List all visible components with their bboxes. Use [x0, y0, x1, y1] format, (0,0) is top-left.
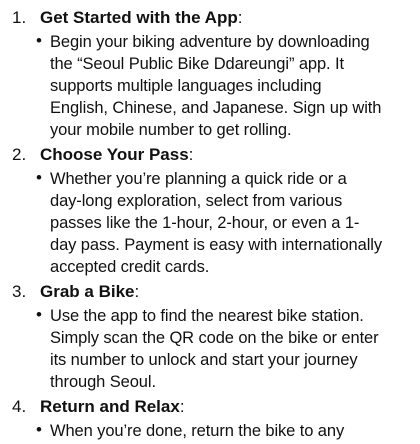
body-line: your mobile number to get rolling. — [50, 121, 292, 139]
bullet-point: • — [36, 420, 42, 439]
body-line: supports multiple languages including — [50, 77, 322, 95]
body-line: day-long exploration, select from various — [50, 192, 343, 210]
step-title-text: Return and Relax — [40, 397, 180, 416]
step-heading — [0, 6, 420, 30]
step-title — [40, 143, 193, 167]
step-body — [36, 419, 420, 444]
body-line: passes like the 1-hour, 2-hour, or even a 1- — [50, 214, 360, 232]
step-title-text: Get Started with the App — [40, 8, 238, 27]
body-line: Simply scan the QR code on the bike or enter — [50, 329, 379, 347]
step-body — [36, 304, 420, 395]
step-number: 4. — [12, 397, 27, 416]
step-title-colon: : — [179, 397, 185, 416]
body-line: When you’re done, return the bike to any — [50, 422, 345, 440]
step-title — [40, 280, 139, 304]
step-title-text: Grab a Bike — [40, 282, 135, 301]
step-title — [40, 6, 242, 30]
step-title-text: Choose Your Pass — [40, 145, 189, 164]
step-body — [36, 30, 420, 143]
body-line: Begin your biking adventure by downloading — [50, 33, 370, 51]
step-number: 2. — [12, 145, 27, 164]
body-line: accepted credit cards. — [50, 258, 210, 276]
step-number: 1. — [12, 8, 27, 27]
body-line: through Seoul. — [50, 373, 156, 391]
body-line: day pass. Payment is easy with internationally — [50, 236, 382, 254]
body-line: Whether you’re planning a quick ride or a — [50, 170, 347, 188]
step-heading — [0, 395, 420, 419]
bullet-point: • — [36, 305, 42, 324]
body-line: Use the app to find the nearest bike station. — [50, 307, 364, 325]
step-heading — [0, 143, 420, 167]
step-title-colon: : — [188, 145, 194, 164]
step-heading — [0, 280, 420, 304]
body-line: English, Chinese, and Japanese. Sign up with — [50, 99, 382, 117]
step-title — [40, 395, 185, 419]
step-4 — [0, 395, 420, 444]
step-title-colon: : — [237, 8, 243, 27]
bullet-point: • — [36, 31, 42, 50]
step-number: 3. — [12, 282, 27, 301]
step-3 — [0, 280, 420, 395]
body-line: the “Seoul Public Bike Ddareungi” app. It — [50, 55, 344, 73]
step-2 — [0, 143, 420, 280]
bullet-point: • — [36, 168, 42, 187]
body-line: its number to unlock and start your journey — [50, 351, 358, 369]
step-body — [36, 167, 420, 280]
step-title-colon: : — [134, 282, 140, 301]
step-1 — [0, 6, 420, 143]
